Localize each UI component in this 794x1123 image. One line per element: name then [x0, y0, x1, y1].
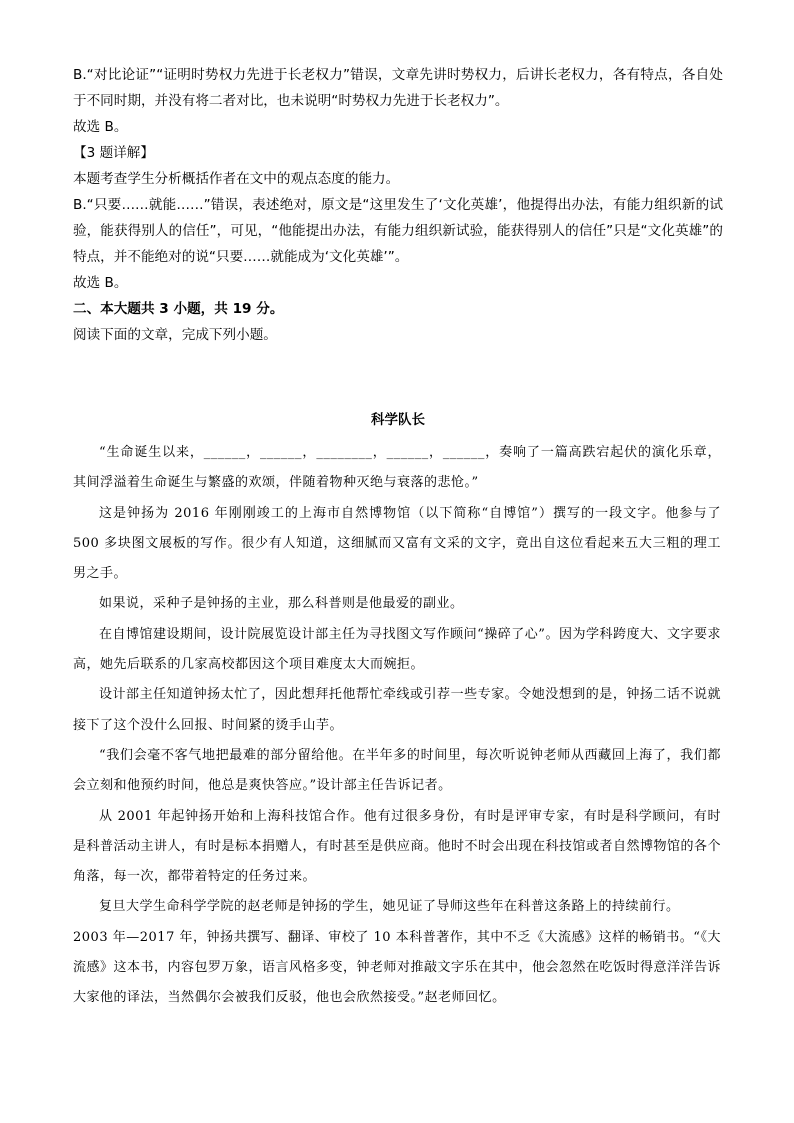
article-paragraph: 从 2001 年起钟扬开始和上海科技馆合作。他有过很多身份，有时是评审专家，有时是科学顾问，有时是科普活动主讲人，有时是标本捐赠人，有时甚至是供应商。他时不时会出现在科技馆或者自然博物馆的各个角落，每一次，都带着特定的任务过来。 — [73, 808, 722, 885]
reading-instruction: 阅读下面的文章，完成下列小题。 — [73, 327, 277, 343]
article-paragraph: 这是钟扬为 2016 年刚刚竣工的上海市自然博物馆（以下简称“自博馆”）撰写的一段文字。他参与了 500 多块图文展板的写作。很少有人知道，这细腻而又富有文采的文字，竟出自这位看起来五大三粗的理工男之手。 — [73, 505, 721, 582]
section-two-heading: 二、本大题共 3 小题，共 19 分。 — [73, 301, 284, 317]
answer-line-q3: 故选 B。 — [73, 275, 128, 291]
q3-intro: 本题考查学生分析概括作者在文中的观点态度的能力。 — [73, 171, 400, 187]
article-paragraph: 设计部主任知道钟扬太忙了，因此想拜托他帮忙牵线或引荐一些专家。令她没想到的是，钟扬二话不说就接下了这个没什么回报、时间紧的烫手山芋。 — [73, 687, 721, 733]
article-paragraph: “我们会毫不客气地把最难的部分留给他。在半年多的时间里，每次听说钟老师从西藏回上海了，我们都会立刻和他预约时间，他总是爽快答应。”设计部主任告诉记者。 — [73, 747, 721, 794]
answer-line-q2: 故选 B。 — [73, 119, 128, 135]
article-paragraph: 在自博馆建设期间，设计院展览设计部主任为寻找图文写作顾问“操碎了心”。因为学科跨度大、文字要求高，她先后联系的几家高校都因这个项目难度太大而婉拒。 — [73, 626, 721, 673]
article-paragraph: 2003 年—2017 年，钟扬共撰写、翻译、审校了 10 本科普著作，其中不乏《大流感》这样的畅销书。“《大流感》这本书，内容包罗万象，语言风格多变，钟老师对推敲文字乐在其中，他会忽然在吃饭时得意洋洋告诉大家他的译法，当然偶尔会被我们反驳，他也会欣然接受。”赵老师回忆。 — [73, 929, 722, 1006]
article-paragraph: 复旦大学生命科学学院的赵老师是钟扬的学生，她见证了导师这些年在科普这条路上的持续前行。 — [99, 899, 680, 915]
answer-analysis-section — [73, 62, 723, 348]
analysis-option-b-q3: B.“只要……就能……”错误，表述绝对，原文是“这里发生了‘文化英雄’，他提得出办法，有能力组织新的试验，能获得别人的信任”，可见，“他能提出办法，有能力组织新试验，能获得别人的信任”只是“文化英雄”的特点，并不能绝对的说“只要……就能成为‘文化英雄’”。 — [73, 197, 723, 265]
article-paragraph: “生命诞生以来，______，______，________，______，______，奏响了一篇高跌宕起伏的演化乐章，其间浮溢着生命诞生与繁盛的欢颂，伴随着物种灭绝与衰落的悲怆。” — [73, 445, 721, 491]
analysis-option-b-q2: B.“对比论证”“证明时势权力先进于长老权力”错误，文章先讲时势权力，后讲长老权力，各有特点，各自处于不同时期，并没有将二者对比，也未说明“时势权力先进于长老权力”。 — [73, 67, 723, 109]
article-body — [73, 438, 721, 1014]
article-paragraph: 如果说，采种子是钟扬的主业，那么科普则是他最爱的副业。 — [99, 596, 464, 612]
q3-detail-heading: 【3 题详解】 — [73, 145, 154, 161]
article-title: 科学队长 — [371, 412, 425, 428]
